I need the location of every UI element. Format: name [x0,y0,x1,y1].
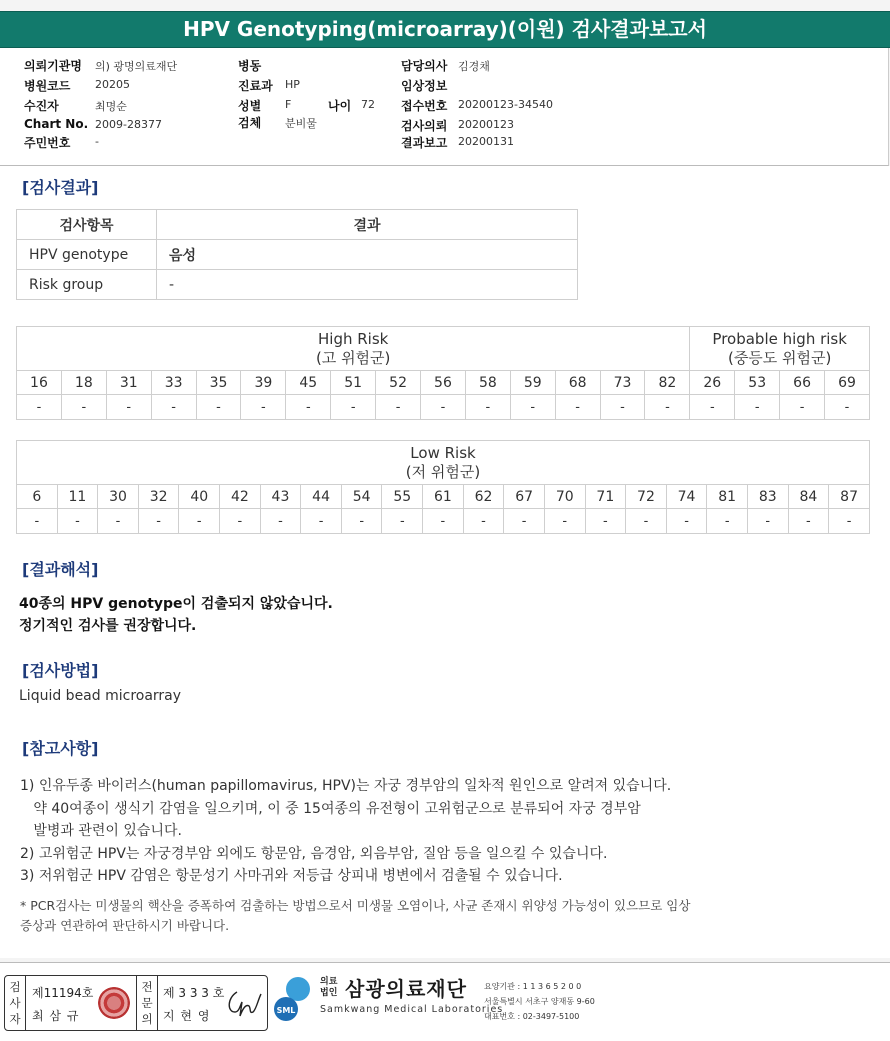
genotype-number: 69 [825,371,870,395]
genotype-result: - [465,395,510,420]
info-label: 임상정보 [401,79,448,93]
genotype-number: 73 [600,371,645,395]
genotype-number: 70 [544,485,585,509]
header-result: 결과 [157,210,578,240]
genotype-number: 26 [690,371,735,395]
genotype-result: - [196,395,241,420]
result-table [16,209,578,300]
signature-icon [223,986,263,1020]
genotype-result: - [504,509,545,534]
genotype-number: 82 [645,371,690,395]
reference-line: 약 40여종이 생식기 감염을 일으키며, 이 중 15여종의 유전형이 고위험군으로 분류되어 자궁 경부암 [20,800,641,817]
reference-line: 2) 고위험군 HPV는 자궁경부암 외에도 항문암, 음경암, 외음부암, 질암 등을 일으킬 수 있습니다. [20,845,608,862]
genotype-result: - [788,509,829,534]
high-risk-table [16,326,870,420]
genotype-result: - [151,395,196,420]
info-label: 검체 [238,116,262,130]
info-value: 20200123 [458,118,514,131]
info-label: 의뢰기관명 [24,59,82,73]
info-value: 20200123-34540 [458,98,553,111]
low-risk-table [16,440,870,534]
info-label: 병동 [238,59,262,73]
sml-logo-icon [272,973,318,1023]
genotype-number: 18 [61,371,106,395]
interpretation-line: 정기적인 검사를 권장합니다. [19,618,197,634]
genotype-number: 83 [747,485,788,509]
info-value: 2009-28377 [95,118,162,131]
genotype-result: - [220,509,261,534]
section-title-result: [검사결과] [22,178,99,197]
brand-prefix: 의료 법인 [320,977,338,998]
genotype-number: 16 [17,371,62,395]
genotype-number: 84 [788,485,829,509]
row-item: Risk group [17,270,157,300]
report-body [0,166,890,958]
genotype-result: - [600,395,645,420]
genotype-result: - [286,395,331,420]
brand-name: 삼광의료재단 [345,977,467,1001]
low-risk-result-row [17,509,870,534]
genotype-result: - [747,509,788,534]
reference-list [20,775,671,888]
genotype-number: 61 [423,485,464,509]
genotype-result: - [106,395,151,420]
reference-line: 1) 인유두종 바이러스(human papillomavirus, HPV)는 자궁 경부암의 일차적 원인으로 알려져 있습니다. [20,778,672,794]
info-value: - [95,135,99,148]
genotype-number: 68 [555,371,600,395]
genotype-number: 32 [138,485,179,509]
genotype-number: 6 [17,485,58,509]
brand-english: Samkwang Medical Laboratories [320,1004,504,1015]
patient-info-block [0,48,889,166]
genotype-number: 44 [301,485,342,509]
info-label: 주민번호 [24,136,71,150]
interpretation-text [19,593,333,637]
genotype-number: 51 [331,371,376,395]
genotype-result: - [645,395,690,420]
specialist-name: 지 현 영 [163,1009,211,1023]
tester-label: 검 사 자 [5,976,26,1030]
reference-line: 3) 저위험군 HPV 감염은 항문성기 사마귀와 저등급 상피내 병변에서 검출될 수 있습니다. [20,868,563,884]
genotype-result: - [331,395,376,420]
probable-high-risk-label: Probable high risk [712,329,847,348]
method-text: Liquid bead microarray [19,688,182,704]
genotype-result: - [138,509,179,534]
brand-contact: 요양기관 : 1 1 3 6 5 2 0 0 서울특별시 서초구 양재동 9-60 대표번호 : 02-3497-5100 [484,982,595,1021]
high-risk-type-row [17,371,870,395]
genotype-result: - [17,509,58,534]
genotype-result: - [780,395,825,420]
header-item: 검사항목 [17,210,157,240]
genotype-number: 59 [510,371,555,395]
genotype-number: 45 [286,371,331,395]
tester-license: 제11194호 [32,986,94,1000]
genotype-result: - [666,509,707,534]
note-line: * PCR검사는 미생물의 핵산을 증폭하여 검출하는 방법으로서 미생물 오염이나, 사균 존재시 위양성 가능성이 있으므로 임상 [20,898,691,913]
genotype-number: 56 [421,371,466,395]
info-label: Chart No. [24,117,89,131]
interpretation-line: 40종의 HPV genotype이 검출되지 않았습니다. [19,596,333,612]
info-value: HP [285,78,300,91]
signature-box [4,975,268,1031]
tester-name: 최 삼 규 [32,1009,80,1023]
table-row [17,270,578,300]
genotype-number: 71 [585,485,626,509]
probable-high-risk-group-header [690,327,870,371]
genotype-result: - [825,395,870,420]
genotype-result: - [735,395,780,420]
genotype-result: - [555,395,600,420]
genotype-number: 72 [626,485,667,509]
genotype-result: - [510,395,555,420]
genotype-result: - [829,509,870,534]
genotype-result: - [626,509,667,534]
high-risk-result-row [17,395,870,420]
info-label: 결과보고 [401,136,448,150]
genotype-result: - [260,509,301,534]
genotype-result: - [421,395,466,420]
genotype-result: - [376,395,421,420]
genotype-number: 35 [196,371,241,395]
age-label: 나이 [328,99,352,113]
genotype-number: 58 [465,371,510,395]
genotype-result: - [301,509,342,534]
info-value: F [285,98,292,111]
genotype-number: 55 [382,485,423,509]
low-risk-type-row [17,485,870,509]
high-risk-group-header [17,327,690,371]
genotype-number: 42 [220,485,261,509]
genotype-result: - [690,395,735,420]
section-title-method: [검사방법] [22,661,99,680]
genotype-number: 52 [376,371,421,395]
result-table-header [17,210,578,240]
high-risk-group-row [17,327,870,371]
genotype-result: - [382,509,423,534]
genotype-result: - [463,509,504,534]
info-label: 병원코드 [24,79,71,93]
genotype-result: - [179,509,220,534]
row-result: - [157,270,578,300]
genotype-result: - [57,509,98,534]
report-title: HPV Genotyping(microarray)(이원) 검사결과보고서 [0,11,890,48]
info-value: 20205 [95,78,130,91]
genotype-result: - [341,509,382,534]
info-value: 김경채 [458,60,490,73]
high-risk-label: High Risk [318,329,389,348]
low-risk-group-row [17,441,870,485]
info-label: 진료과 [238,79,273,93]
info-value: 최명순 [95,100,127,113]
genotype-result: - [423,509,464,534]
age-value: 72 [361,98,375,111]
row-item: HPV genotype [17,240,157,270]
pcr-note [20,896,690,936]
info-value: 20200131 [458,135,514,148]
info-label: 수진자 [24,99,59,113]
genotype-number: 31 [106,371,151,395]
genotype-result: - [61,395,106,420]
genotype-number: 43 [260,485,301,509]
probable-high-risk-sublabel: (중등도 위험군) [727,348,832,367]
info-value: 의) 광명의료재단 [95,60,178,73]
low-risk-label: Low Risk [410,443,476,462]
info-label: 담당의사 [401,59,448,73]
genotype-number: 87 [829,485,870,509]
table-row [17,240,578,270]
genotype-number: 62 [463,485,504,509]
reference-line: 발병과 관련이 있습니다. [20,823,182,839]
genotype-number: 66 [780,371,825,395]
note-line: 증상과 연관하여 판단하시기 바랍니다. [20,918,230,933]
specialist-label: 전 문 의 [136,976,158,1030]
genotype-result: - [241,395,286,420]
genotype-number: 30 [98,485,139,509]
genotype-number: 39 [241,371,286,395]
low-risk-group-header [17,441,870,485]
seal-stamp [98,987,130,1019]
info-label: 접수번호 [401,99,448,113]
low-risk-sublabel: (저 위험군) [405,462,481,481]
section-title-interpretation: [결과해석] [22,560,99,579]
genotype-result: - [585,509,626,534]
row-result: 음성 [157,240,578,270]
genotype-number: 67 [504,485,545,509]
high-risk-sublabel: (고 위험군) [315,348,391,367]
specialist-license: 제 3 3 3 호 [163,986,225,1000]
genotype-number: 11 [57,485,98,509]
genotype-result: - [707,509,748,534]
genotype-number: 74 [666,485,707,509]
genotype-result: - [17,395,62,420]
genotype-number: 53 [735,371,780,395]
svg-text:SML: SML [276,1006,296,1015]
genotype-number: 33 [151,371,196,395]
genotype-result: - [98,509,139,534]
genotype-number: 54 [341,485,382,509]
genotype-result: - [544,509,585,534]
genotype-number: 81 [707,485,748,509]
info-label: 검사의뢰 [401,119,448,133]
section-title-reference: [참고사항] [22,739,99,758]
info-value: 분비물 [285,117,317,130]
report-footer [0,962,890,1041]
genotype-number: 40 [179,485,220,509]
info-label: 성별 [238,99,262,113]
